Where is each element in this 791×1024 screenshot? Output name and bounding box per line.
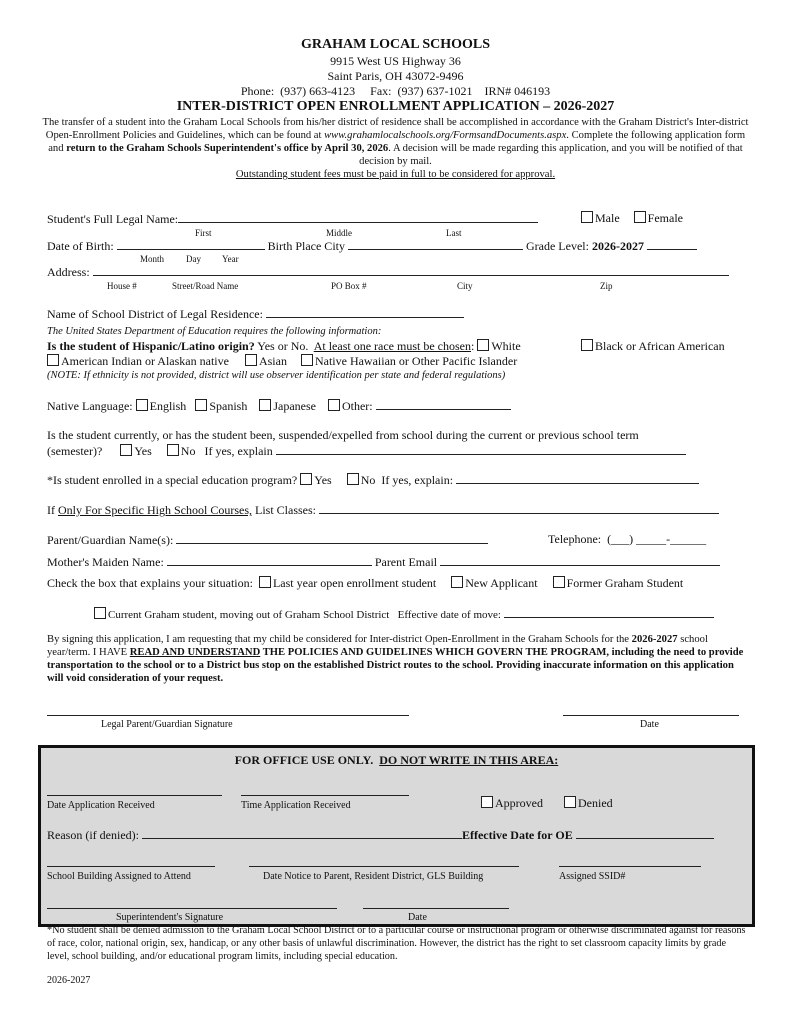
effective-move-field[interactable]: [504, 606, 714, 618]
dob-row: [47, 238, 697, 253]
phone-label: Telephone:: [548, 532, 602, 546]
month-sublabel: Month: [140, 254, 165, 264]
suspension-explain-field[interactable]: [276, 443, 686, 455]
date-label: Date: [640, 719, 659, 730]
black-checkbox[interactable]: [581, 339, 593, 351]
office-use-box: [38, 745, 755, 927]
other-language-label: Other:: [341, 399, 373, 413]
house-sublabel: House #: [107, 281, 137, 291]
suspended-yes-checkbox[interactable]: [120, 444, 132, 456]
japanese-checkbox[interactable]: [259, 399, 271, 411]
english-checkbox[interactable]: [136, 399, 148, 411]
city-sublabel: City: [457, 281, 473, 291]
parent-name-field[interactable]: [176, 532, 488, 544]
sped-question: *Is student enrolled in a special education program?: [47, 473, 298, 487]
superintendent-signature-label: Superintendent's Signature: [116, 912, 224, 923]
first-sublabel: First: [195, 228, 212, 238]
day-sublabel: Day: [186, 254, 201, 264]
no-label: No: [360, 473, 376, 487]
semester-label: (semester)?: [47, 444, 103, 458]
street-sublabel: Street/Road Name: [172, 281, 239, 291]
pacific-islander-label: Native Hawaiian or Other Pacific Islander: [314, 354, 518, 368]
footer-year: 2026-2027: [47, 975, 91, 986]
former-student-label: Former Graham Student: [566, 576, 684, 590]
superintendent-date-line[interactable]: [363, 908, 509, 909]
effective-date-label: Effective Date for OE: [461, 828, 573, 842]
district-field[interactable]: [266, 306, 464, 318]
american-indian-label: American Indian or Alaskan native: [61, 354, 229, 368]
ethnicity-note: (NOTE: If ethnicity is not provided, district will use observer identification per state and federal regulations): [47, 370, 506, 381]
effective-date-field[interactable]: [576, 827, 714, 839]
white-checkbox[interactable]: [477, 339, 489, 351]
gender-options: [581, 211, 683, 225]
building-line[interactable]: [47, 866, 215, 867]
agreement-paragraph: [47, 633, 747, 685]
courses-field[interactable]: [319, 502, 719, 514]
form-title: INTER-DISTRICT OPEN ENROLLMENT APPLICATION – 2026-2027: [176, 99, 615, 114]
approved-label: Approved: [495, 796, 543, 810]
race-row-2: [47, 354, 517, 368]
intro-text: The transfer of a student into the Graham Local Schools from his/her district of residence shall be accomplished in accordance with the Graham District's Inter-district Open-Enrollment Policies and Guidelines, which can be found at: [42, 117, 749, 141]
reason-label: Reason (if denied):: [47, 828, 139, 842]
no-label: No: [180, 444, 196, 458]
superintendent-date-label: Date: [408, 912, 427, 923]
japanese-label: Japanese: [273, 399, 316, 413]
parent-row: [47, 532, 488, 547]
zip-sublabel: Zip: [600, 281, 613, 291]
notice-label: Date Notice to Parent, Resident District, GLS Building: [263, 871, 484, 882]
doe-note: The United States Department of Education requires the following information:: [47, 326, 382, 337]
date-received-line[interactable]: [47, 795, 222, 796]
grade-field[interactable]: [647, 238, 697, 250]
moving-out-label: Current Graham student, moving out of Graham School District: [108, 609, 390, 621]
asian-label: Asian: [258, 354, 287, 368]
read-understand: READ AND UNDERSTAND: [129, 647, 261, 658]
sped-yes-checkbox[interactable]: [300, 473, 312, 485]
phone-row: [548, 532, 706, 546]
yes-label: Yes: [134, 444, 152, 458]
notice-date-line[interactable]: [249, 866, 519, 867]
language-label: Native Language:: [47, 399, 133, 413]
other-language-checkbox[interactable]: [328, 399, 340, 411]
sped-row: [47, 472, 699, 487]
reason-row: [47, 827, 714, 842]
org-name: GRAHAM LOCAL SCHOOLS: [300, 37, 491, 52]
language-row: [47, 398, 511, 413]
sped-explain-field[interactable]: [456, 472, 699, 484]
courses-row: [47, 502, 719, 517]
sped-no-checkbox[interactable]: [347, 473, 359, 485]
spanish-label: Spanish: [209, 399, 248, 413]
grade-value: 2026-2027: [591, 239, 644, 253]
superintendent-signature-line[interactable]: [47, 908, 337, 909]
agreement-text-2: school year/term. I HAVE: [47, 634, 708, 658]
situation-row: [47, 576, 683, 590]
maiden-name-field[interactable]: [167, 554, 372, 566]
pobox-sublabel: PO Box #: [331, 281, 367, 291]
time-received-label: Time Application Received: [241, 800, 351, 811]
parent-date-line[interactable]: [563, 715, 739, 716]
signature-label: Legal Parent/Guardian Signature: [101, 719, 233, 730]
parent-label: Parent/Guardian Name(s):: [47, 533, 174, 547]
courses-text-2: List Classes:: [252, 503, 317, 517]
birthplace-label: Birth Place City: [267, 239, 345, 253]
grade-label: Grade Level:: [525, 239, 589, 253]
last-year-label: Last year open enrollment student: [272, 576, 437, 590]
male-label: Male: [595, 211, 620, 225]
moving-out-checkbox[interactable]: [94, 607, 106, 619]
denied-label: Denied: [578, 796, 613, 810]
moving-row: [94, 606, 714, 622]
new-applicant-checkbox[interactable]: [451, 576, 463, 588]
address-label: Address:: [47, 265, 90, 279]
english-label: English: [149, 399, 187, 413]
forms-url[interactable]: www.grahamlocalschools.org/FormsandDocuments.aspx: [324, 130, 567, 141]
hispanic-question: Is the student of Hispanic/Latino origin?: [47, 339, 255, 353]
black-label: Black or African American: [595, 339, 725, 353]
email-label: Parent Email: [374, 555, 438, 569]
other-language-field[interactable]: [376, 398, 511, 410]
pacific-islander-checkbox[interactable]: [301, 354, 313, 366]
full-name-field[interactable]: [178, 211, 538, 223]
yes-no-text: Yes or No.: [254, 339, 314, 353]
last-sublabel: Last: [446, 228, 462, 238]
american-indian-checkbox[interactable]: [47, 354, 59, 366]
district-label: Name of School District of Legal Residence:: [47, 307, 263, 321]
fees-notice: Outstanding student fees must be paid in full to be considered for approval.: [235, 169, 556, 180]
parent-signature-line[interactable]: [47, 715, 409, 716]
phone-field[interactable]: (___) _____-______: [607, 532, 707, 546]
former-student-checkbox[interactable]: [553, 576, 565, 588]
intro-paragraph: [40, 116, 751, 181]
office-title-warning: DO NOT WRITE IN THIS AREA:: [379, 753, 559, 767]
intro-text-2: . Complete the following application form and: [48, 130, 746, 154]
year-sublabel: Year: [222, 254, 239, 264]
situation-label: Check the box that explains your situation:: [47, 576, 253, 590]
building-label: School Building Assigned to Attend: [47, 871, 191, 882]
contact-line: Phone: (937) 663-4123 Fax: (937) 637-1021 IRN# 046193: [240, 84, 551, 98]
female-label: Female: [647, 211, 683, 225]
if-yes-label: If yes, explain:: [381, 473, 454, 487]
courses-text: If: [47, 503, 58, 517]
male-checkbox[interactable]: [581, 211, 593, 223]
decision-options: [481, 796, 613, 810]
district-row: [47, 306, 464, 321]
female-checkbox[interactable]: [634, 211, 646, 223]
yes-label: Yes: [314, 473, 332, 487]
dob-label: Date of Birth:: [47, 239, 114, 253]
office-title: [41, 753, 752, 767]
ssid-line[interactable]: [559, 866, 701, 867]
agreement-text-3: THE POLICIES AND GUIDELINES WHICH GOVERN THE PROGRAM, including the need to provide transportation to the school or to a District bus stop on the established District routes to the school. Providing inaccurate information on this application will void consideration of your request.: [47, 647, 744, 684]
reason-field[interactable]: [142, 827, 462, 839]
spanish-checkbox[interactable]: [195, 399, 207, 411]
date-received-label: Date Application Received: [47, 800, 155, 811]
deadline-text: return to the Graham Schools Superintendent's office by April 30, 2026: [66, 143, 389, 154]
name-row: [47, 211, 538, 226]
hispanic-row: Is the student of Hispanic/Latino origin? Yes or No. At least one race must be chosen: White: [47, 339, 521, 353]
intro-text-3: . A decision will be made regarding this application, and you will be notified of that decision by mail.: [359, 143, 743, 167]
email-field[interactable]: [440, 554, 720, 566]
last-year-checkbox[interactable]: [259, 576, 271, 588]
address-line-1: 9915 West US Highway 36: [330, 54, 461, 68]
nondiscrimination-notice: *No student shall be denied admission to the Graham Local School District or to a particular course or instructional program or otherwise discriminated against for reasons of race, color, national origin, sex, handicap, or any other basis of unlawful discrimination. However, the district has the right to set classroom capacity limits by grade level, school building, and/or educational program limits, including special education.: [47, 925, 746, 962]
name-label: Student's Full Legal Name:: [47, 212, 179, 226]
ssid-label: Assigned SSID#: [559, 871, 626, 882]
address-field[interactable]: [93, 264, 729, 276]
time-received-line[interactable]: [241, 795, 409, 796]
middle-sublabel: Middle: [326, 228, 352, 238]
asian-checkbox[interactable]: [245, 354, 257, 366]
suspension-question: Is the student currently, or has the student been, suspended/expelled from school during the current or previous school term: [47, 428, 639, 442]
if-yes-label: If yes, explain: [204, 444, 273, 458]
birthplace-field[interactable]: [348, 238, 523, 250]
dob-field[interactable]: [117, 238, 265, 250]
race-requirement: At least one race must be chosen: [313, 339, 471, 353]
maiden-label: Mother's Maiden Name:: [47, 555, 164, 569]
agreement-year: 2026-2027: [631, 634, 678, 645]
approved-checkbox[interactable]: [481, 796, 493, 808]
effective-move-label: Effective date of move:: [397, 609, 501, 621]
suspension-row: [47, 443, 686, 458]
office-title-text: FOR OFFICE USE ONLY.: [234, 753, 380, 767]
maiden-row: [47, 554, 720, 569]
courses-underlined: Only For Specific High School Courses,: [58, 503, 252, 517]
agreement-text: By signing this application, I am requesting that my child be considered for Inter-district Open-Enrollment in the Graham Schools for the: [47, 634, 630, 645]
suspended-no-checkbox[interactable]: [167, 444, 179, 456]
address-row: [47, 264, 729, 279]
white-label: White: [491, 339, 521, 353]
denied-checkbox[interactable]: [564, 796, 576, 808]
new-applicant-label: New Applicant: [465, 576, 538, 590]
address-line-2: Saint Paris, OH 43072-9496: [327, 69, 464, 83]
